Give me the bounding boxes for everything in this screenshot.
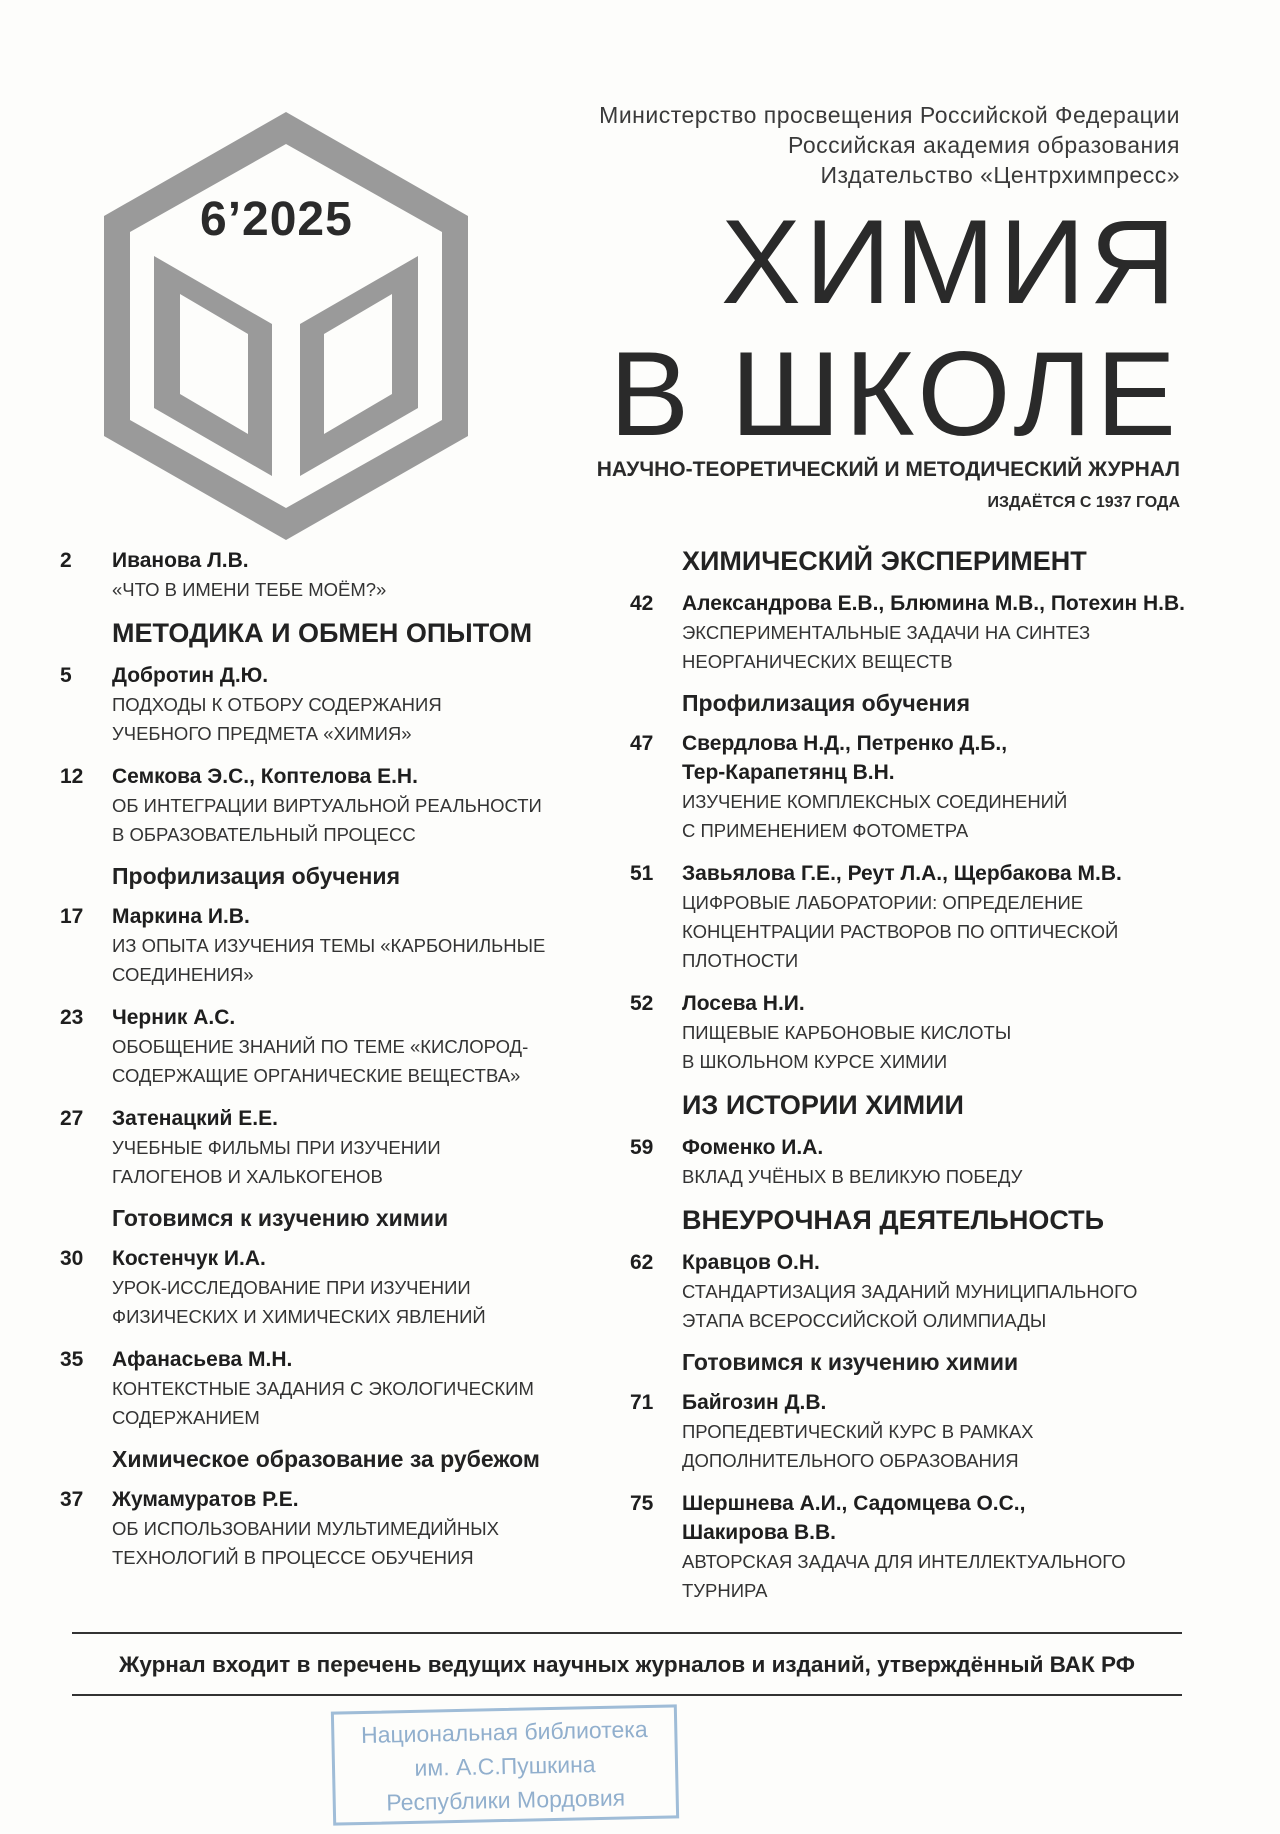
- toc-entry[interactable]: [60, 902, 620, 989]
- toc-article-title: С ПРИМЕНЕНИЕМ ФОТОМЕТРА: [682, 820, 969, 841]
- toc-author: Семкова Э.С., Коптелова Е.Н.: [112, 765, 418, 788]
- toc-page-number: 42: [630, 592, 654, 615]
- toc-article-title: ПРОПЕДЕВТИЧЕСКИЙ КУРС В РАМКАХ: [682, 1421, 1034, 1442]
- journal-subtitle: НАУЧНО-ТЕОРЕТИЧЕСКИЙ И МЕТОДИЧЕСКИЙ ЖУРНАЛ: [596, 458, 1180, 481]
- publisher-ministry: Министерство просвещения Российской Федерации: [599, 102, 1180, 128]
- toc-author: Александрова Е.В., Блюмина М.В., Потехин Н.В.: [682, 592, 1186, 615]
- toc-author: Завьялова Г.Е., Реут Л.А., Щербакова М.В.: [682, 862, 1122, 885]
- toc-page-number: 51: [630, 862, 654, 885]
- toc-article-title: НЕОРГАНИЧЕСКИХ ВЕЩЕСТВ: [682, 651, 953, 672]
- journal-since: ИЗДАЁТСЯ С 1937 ГОДА: [987, 494, 1180, 511]
- stamp-line: Республики Мордовия: [386, 1784, 626, 1816]
- toc-article-title: УРОК-ИССЛЕДОВАНИЕ ПРИ ИЗУЧЕНИИ: [112, 1277, 471, 1298]
- toc-author: Кравцов О.Н.: [682, 1251, 820, 1274]
- toc-subsection-heading: Химическое образование за рубежом: [112, 1446, 540, 1472]
- toc-article-title: ЭКСПЕРИМЕНТАЛЬНЫЕ ЗАДАЧИ НА СИНТЕЗ: [682, 622, 1091, 643]
- toc-article-title: КОНЦЕНТРАЦИИ РАСТВОРОВ ПО ОПТИЧЕСКОЙ: [682, 921, 1119, 942]
- toc-author: Шакирова В.В.: [682, 1521, 837, 1544]
- toc-subsection-heading: Профилизация обучения: [112, 863, 400, 889]
- journal-title-line2: В ШКОЛЕ: [609, 327, 1180, 461]
- toc-author: Байгозин Д.В.: [682, 1391, 827, 1414]
- toc-article-title: АВТОРСКАЯ ЗАДАЧА ДЛЯ ИНТЕЛЛЕКТУАЛЬНОГО: [682, 1551, 1126, 1572]
- toc-author: Афанасьева М.Н.: [112, 1348, 293, 1371]
- toc-article-title: СОДЕРЖАНИЕМ: [112, 1407, 260, 1428]
- toc-entry[interactable]: [630, 1388, 1190, 1475]
- toc-page-number: 47: [630, 732, 654, 755]
- footer-divider-bottom: [72, 1694, 1182, 1696]
- toc-entry[interactable]: [630, 859, 1190, 975]
- toc-page-number: 71: [630, 1391, 654, 1414]
- toc-page-number: 5: [60, 664, 72, 687]
- publishers-block: [599, 100, 1180, 190]
- toc-article-title: СОДЕРЖАЩИЕ ОРГАНИЧЕСКИЕ ВЕЩЕСТВА»: [112, 1065, 521, 1086]
- toc-article-title: ТУРНИРА: [682, 1580, 768, 1601]
- issue-number: 6’2025: [200, 193, 353, 246]
- toc-article-title: ОБ ИСПОЛЬЗОВАНИИ МУЛЬТИМЕДИЙНЫХ: [112, 1518, 499, 1539]
- toc-page-number: 23: [60, 1006, 84, 1029]
- toc-author: Шершнева А.И., Садомцева О.С.,: [682, 1492, 1026, 1515]
- toc-article-title: СТАНДАРТИЗАЦИЯ ЗАДАНИЙ МУНИЦИПАЛЬНОГО: [682, 1281, 1138, 1302]
- stamp-line: им. А.С.Пушкина: [414, 1751, 596, 1781]
- footer-vak-note: Журнал входит в перечень ведущих научных журналов и изданий, утверждённый ВАК РФ: [119, 1652, 1135, 1677]
- toc-section-heading: ИЗ ИСТОРИИ ХИМИИ: [682, 1090, 964, 1120]
- toc-article-title: В ШКОЛЬНОМ КУРСЕ ХИМИИ: [682, 1051, 948, 1072]
- toc-article-title: «ЧТО В ИМЕНИ ТЕБЕ МОЁМ?»: [112, 579, 387, 600]
- toc-entry[interactable]: [60, 1104, 620, 1191]
- toc-right-column: [630, 546, 1190, 1619]
- toc-author: Фоменко И.А.: [682, 1136, 824, 1159]
- book-right-page: [300, 256, 418, 476]
- toc-author: Тер-Карапетянц В.Н.: [682, 761, 895, 784]
- toc-article-title: ИЗУЧЕНИЕ КОМПЛЕКСНЫХ СОЕДИНЕНИЙ: [682, 791, 1068, 812]
- toc-page-number: 62: [630, 1251, 654, 1274]
- toc-article-title: УЧЕБНОГО ПРЕДМЕТА «ХИМИЯ»: [112, 723, 412, 744]
- toc-author: Свердлова Н.Д., Петренко Д.Б.,: [682, 732, 1008, 755]
- toc-entry[interactable]: [630, 989, 1190, 1076]
- toc-article-title: ГАЛОГЕНОВ И ХАЛЬКОГЕНОВ: [112, 1166, 383, 1187]
- toc-article-title: ЭТАПА ВСЕРОССИЙСКОЙ ОЛИМПИАДЫ: [682, 1310, 1047, 1331]
- toc-article-title: ДОПОЛНИТЕЛЬНОГО ОБРАЗОВАНИЯ: [682, 1450, 1019, 1471]
- toc-author: Маркина И.В.: [112, 905, 250, 928]
- footer-divider-top: [72, 1632, 1182, 1634]
- toc-page-number: 30: [60, 1247, 84, 1270]
- journal-logo-cube: [96, 108, 476, 548]
- toc-article-title: ТЕХНОЛОГИЙ В ПРОЦЕССЕ ОБУЧЕНИЯ: [112, 1547, 474, 1568]
- toc-section-heading: ВНЕУРОЧНАЯ ДЕЯТЕЛЬНОСТЬ: [682, 1205, 1105, 1235]
- toc-article-title: ПИЩЕВЫЕ КАРБОНОВЫЕ КИСЛОТЫ: [682, 1022, 1012, 1043]
- toc-entry[interactable]: [60, 1244, 620, 1331]
- toc-article-title: КОНТЕКСТНЫЕ ЗАДАНИЯ С ЭКОЛОГИЧЕСКИМ: [112, 1378, 534, 1399]
- toc-article-title: ОБОБЩЕНИЕ ЗНАНИЙ ПО ТЕМЕ «КИСЛОРОД-: [112, 1036, 529, 1057]
- toc-subsection-heading: Готовимся к изучению химии: [112, 1205, 449, 1231]
- toc-entry[interactable]: [630, 1248, 1190, 1335]
- toc-entry[interactable]: [60, 661, 620, 748]
- toc-entry[interactable]: [630, 589, 1190, 676]
- toc-page-number: 17: [60, 905, 84, 928]
- library-stamp: [331, 1704, 679, 1825]
- toc-entry[interactable]: [60, 1003, 620, 1090]
- toc-page-number: 52: [630, 992, 654, 1015]
- toc-article-title: ОБ ИНТЕГРАЦИИ ВИРТУАЛЬНОЙ РЕАЛЬНОСТИ: [112, 795, 542, 816]
- toc-article-title: ВКЛАД УЧЁНЫХ В ВЕЛИКУЮ ПОБЕДУ: [682, 1166, 1023, 1187]
- toc-page-number: 59: [630, 1136, 654, 1159]
- journal-title: [609, 196, 1180, 460]
- toc-entry[interactable]: [630, 1133, 1190, 1191]
- toc-subsection-heading: Готовимся к изучению химии: [682, 1349, 1019, 1375]
- toc-article-title: ПОДХОДЫ К ОТБОРУ СОДЕРЖАНИЯ: [112, 694, 442, 715]
- toc-author: Иванова Л.В.: [112, 549, 249, 572]
- toc-entry[interactable]: [60, 546, 620, 604]
- toc-article-title: В ОБРАЗОВАТЕЛЬНЫЙ ПРОЦЕСС: [112, 824, 416, 845]
- toc-page-number: 12: [60, 765, 84, 788]
- toc-author: Костенчук И.А.: [112, 1247, 266, 1270]
- toc-author: Затенацкий Е.Е.: [112, 1107, 278, 1130]
- toc-entry[interactable]: [630, 729, 1190, 845]
- toc-page-number: 2: [60, 549, 72, 572]
- toc-author: Жумамуратов Р.Е.: [112, 1488, 299, 1511]
- toc-author: Лосева Н.И.: [682, 992, 805, 1015]
- toc-left-column: [60, 546, 620, 1586]
- toc-page-number: 75: [630, 1492, 654, 1515]
- toc-page-number: 35: [60, 1348, 84, 1371]
- toc-entry[interactable]: [630, 1489, 1190, 1605]
- toc-entry[interactable]: [60, 1345, 620, 1432]
- toc-article-title: ЦИФРОВЫЕ ЛАБОРАТОРИИ: ОПРЕДЕЛЕНИЕ: [682, 892, 1084, 913]
- toc-author: Черник А.С.: [112, 1006, 236, 1029]
- toc-subsection-heading: Профилизация обучения: [682, 690, 970, 716]
- book-left-page: [154, 256, 272, 476]
- toc-section-heading: ХИМИЧЕСКИЙ ЭКСПЕРИМЕНТ: [682, 546, 1087, 576]
- toc-article-title: СОЕДИНЕНИЯ»: [112, 964, 254, 985]
- journal-title-line1: ХИМИЯ: [720, 195, 1180, 329]
- toc-article-title: ИЗ ОПЫТА ИЗУЧЕНИЯ ТЕМЫ «КАРБОНИЛЬНЫЕ: [112, 935, 546, 956]
- toc-article-title: УЧЕБНЫЕ ФИЛЬМЫ ПРИ ИЗУЧЕНИИ: [112, 1137, 441, 1158]
- publisher-press: Издательство «Центрхимпресс»: [820, 162, 1180, 188]
- toc-author: Добротин Д.Ю.: [112, 664, 269, 687]
- toc-page-number: 37: [60, 1488, 84, 1511]
- toc-section-heading: МЕТОДИКА И ОБМЕН ОПЫТОМ: [112, 618, 533, 648]
- stamp-line: Национальная библиотека: [360, 1716, 648, 1749]
- toc-page-number: 27: [60, 1107, 84, 1130]
- toc-entry[interactable]: [60, 762, 620, 849]
- toc-article-title: ФИЗИЧЕСКИХ И ХИМИЧЕСКИХ ЯВЛЕНИЙ: [112, 1306, 486, 1327]
- toc-entry[interactable]: [60, 1485, 620, 1572]
- publisher-academy: Российская академия образования: [787, 132, 1180, 158]
- toc-article-title: ПЛОТНОСТИ: [682, 950, 799, 971]
